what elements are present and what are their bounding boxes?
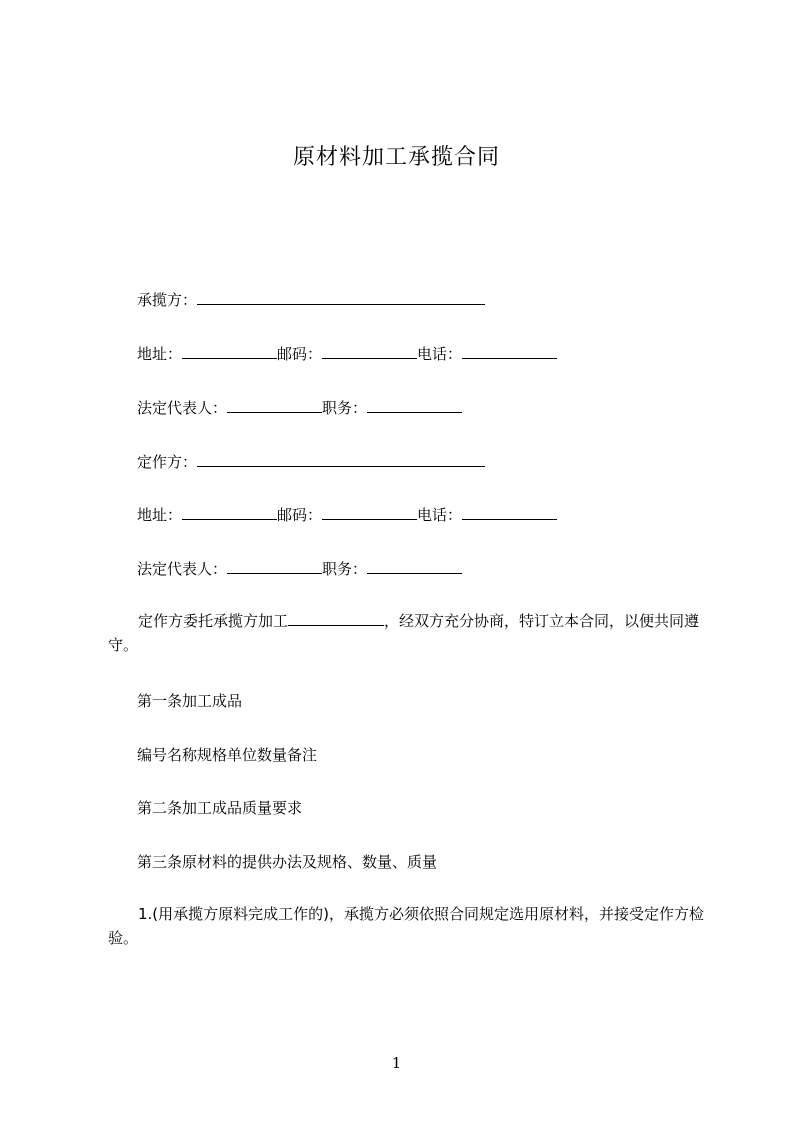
contractor-postcode-blank[interactable] bbox=[322, 344, 417, 359]
contractor-address-blank[interactable] bbox=[182, 344, 277, 359]
article-1-heading: 第一条加工成品 bbox=[137, 692, 243, 710]
client-address-label: 地址： bbox=[137, 506, 183, 524]
article-2-heading: 第二条加工成品质量要求 bbox=[137, 799, 303, 817]
article-3-item-1: 1.(用承揽方原料完成工作的)，承揽方必须依照合同规定选用原材料，并接受定作方检验。 bbox=[108, 905, 705, 947]
client-rep-line bbox=[137, 558, 462, 580]
contractor-name-line bbox=[137, 289, 485, 311]
contractor-legal-rep-label: 法定代表人： bbox=[137, 399, 228, 417]
contractor-position-label: 职务： bbox=[322, 399, 368, 417]
intro-part2: ，经双方充分协商，特订立本合同，以便共同遵守。 bbox=[108, 612, 700, 654]
contractor-phone-blank[interactable] bbox=[462, 344, 557, 359]
client-name-line bbox=[137, 451, 485, 473]
contractor-address-label: 地址： bbox=[137, 345, 183, 363]
client-name-label: 定作方： bbox=[137, 453, 198, 471]
client-legal-rep-label: 法定代表人： bbox=[137, 560, 228, 578]
intro-part1: 定作方委托承揽方加工 bbox=[138, 612, 289, 630]
client-phone-blank[interactable] bbox=[462, 505, 557, 520]
document-title: 原材料加工承揽合同 bbox=[292, 145, 500, 170]
contractor-address-line bbox=[137, 343, 557, 365]
contractor-rep-line bbox=[137, 397, 462, 419]
contractor-phone-label: 电话： bbox=[417, 345, 463, 363]
client-address-blank[interactable] bbox=[182, 505, 277, 520]
processing-item-blank[interactable] bbox=[288, 611, 384, 626]
contractor-name-label: 承揽方： bbox=[137, 291, 198, 309]
contractor-postcode-label: 邮码： bbox=[277, 345, 323, 363]
client-phone-label: 电话： bbox=[417, 506, 463, 524]
contractor-name-blank[interactable] bbox=[197, 290, 485, 305]
page-number: 1 bbox=[391, 1054, 402, 1072]
client-legal-rep-blank[interactable] bbox=[227, 559, 322, 574]
intro-paragraph bbox=[108, 609, 708, 657]
client-address-line bbox=[137, 504, 557, 526]
client-position-blank[interactable] bbox=[367, 559, 462, 574]
article-3-heading: 第三条原材料的提供办法及规格、数量、质量 bbox=[137, 853, 438, 871]
contractor-position-blank[interactable] bbox=[367, 398, 462, 413]
article-1-table-header: 编号名称规格单位数量备注 bbox=[137, 746, 318, 764]
client-postcode-blank[interactable] bbox=[322, 505, 417, 520]
contractor-legal-rep-blank[interactable] bbox=[227, 398, 322, 413]
client-name-blank[interactable] bbox=[197, 452, 485, 467]
client-position-label: 职务： bbox=[322, 560, 368, 578]
client-postcode-label: 邮码： bbox=[277, 506, 323, 524]
